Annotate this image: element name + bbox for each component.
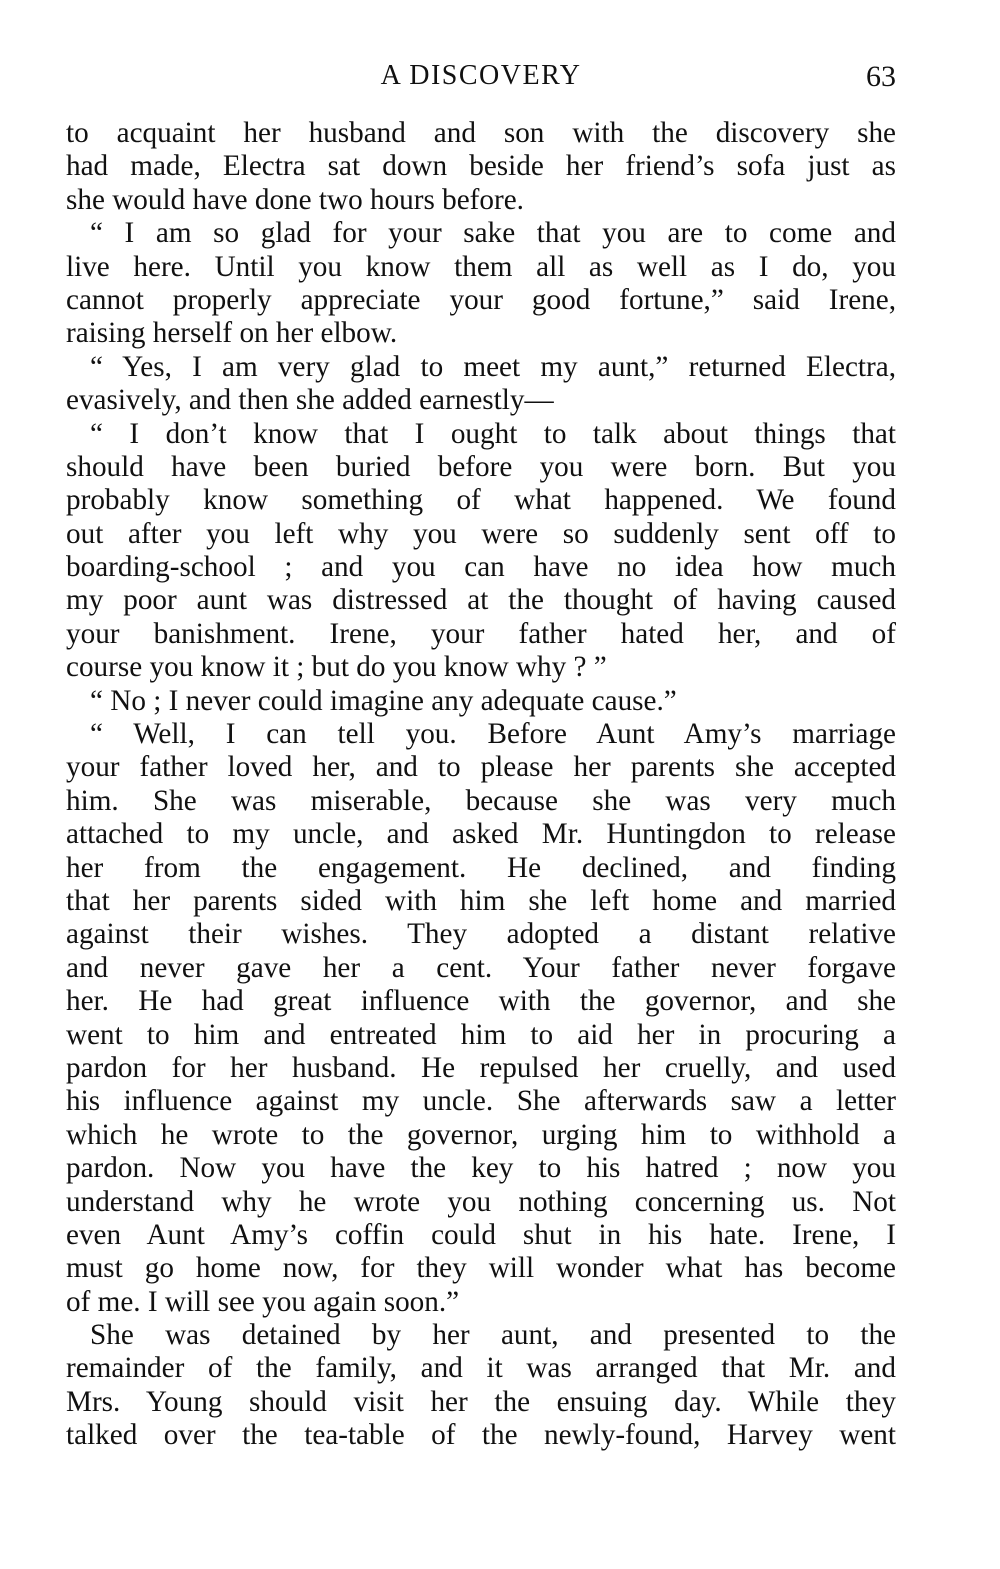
text-line: my poor aunt was distressed at the thought of having caused xyxy=(66,584,896,617)
text-line: boarding-school ; and you can have no idea how much xyxy=(66,551,896,584)
text-line: your banishment. Irene, your father hated her, and of xyxy=(66,617,896,650)
text-line: course you know it ; but do you know why ? ” xyxy=(66,651,607,684)
text-line: out after you left why you were so suddenly sent off to xyxy=(66,517,896,550)
text-line: She was detained by her aunt, and presented to the xyxy=(90,1319,896,1352)
text-line: which he wrote to the governor, urging him to withhold a xyxy=(66,1118,896,1151)
text-line: “ Yes, I am very glad to meet my aunt,” returned Electra, xyxy=(90,350,896,383)
running-title: A DISCOVERY xyxy=(380,60,582,91)
text-line: that her parents sided with him she left home and married xyxy=(66,884,896,917)
text-line: should have been buried before you were born. But you xyxy=(66,450,896,483)
text-line: pardon for her husband. He repulsed her cruelly, and used xyxy=(66,1051,896,1084)
text-line: live here. Until you know them all as well as I do, you xyxy=(66,250,896,283)
text-line: “ Well, I can tell you. Before Aunt Amy’s marriage xyxy=(90,718,896,751)
text-line: her. He had great influence with the governor, and she xyxy=(66,985,896,1018)
text-line: talked over the tea-table of the newly-found, Harvey went xyxy=(66,1419,896,1452)
running-head xyxy=(66,60,896,100)
text-line: went to him and entreated him to aid her in procuring a xyxy=(66,1018,896,1051)
text-line: had made, Electra sat down beside her friend’s sofa just as xyxy=(66,150,896,183)
text-line: his influence against my uncle. She afterwards saw a letter xyxy=(66,1085,896,1118)
text-line: attached to my uncle, and asked Mr. Huntingdon to release xyxy=(66,818,896,851)
text-line: probably know something of what happened. We found xyxy=(66,484,896,517)
text-line: understand why he wrote you nothing concerning us. Not xyxy=(66,1185,896,1218)
text-line: must go home now, for they will wonder what has become xyxy=(66,1252,896,1285)
text-line: pardon. Now you have the key to his hatred ; now you xyxy=(66,1152,896,1185)
text-line: Mrs. Young should visit her the ensuing day. While they xyxy=(66,1385,896,1418)
text-line: “ No ; I never could imagine any adequate cause.” xyxy=(90,684,677,717)
text-line: cannot properly appreciate your good fortune,” said Irene, xyxy=(66,283,896,316)
text-line: to acquaint her husband and son with the discovery she xyxy=(66,117,896,149)
text-line: evasively, and then she added earnestly— xyxy=(66,384,554,417)
text-line: against their wishes. They adopted a distant relative xyxy=(66,918,896,951)
page-number: 63 xyxy=(866,60,896,93)
text-line: your father loved her, and to please her parents she accepted xyxy=(66,751,896,784)
text-line: him. She was miserable, because she was very much xyxy=(66,784,896,817)
body-text xyxy=(66,117,896,1453)
text-line: “ I am so glad for your sake that you are to come and xyxy=(90,217,896,250)
text-line: her from the engagement. He declined, and finding xyxy=(66,851,896,884)
text-line: of me. I will see you again soon.” xyxy=(66,1285,460,1318)
text-line: and never gave her a cent. Your father never forgave xyxy=(66,951,896,984)
text-line: raising herself on her elbow. xyxy=(66,317,398,350)
text-line: even Aunt Amy’s coffin could shut in his hate. Irene, I xyxy=(66,1218,896,1251)
text-line: “ I don’t know that I ought to talk about things that xyxy=(90,417,896,450)
text-line: remainder of the family, and it was arranged that Mr. and xyxy=(66,1352,896,1385)
text-line: she would have done two hours before. xyxy=(66,183,524,216)
